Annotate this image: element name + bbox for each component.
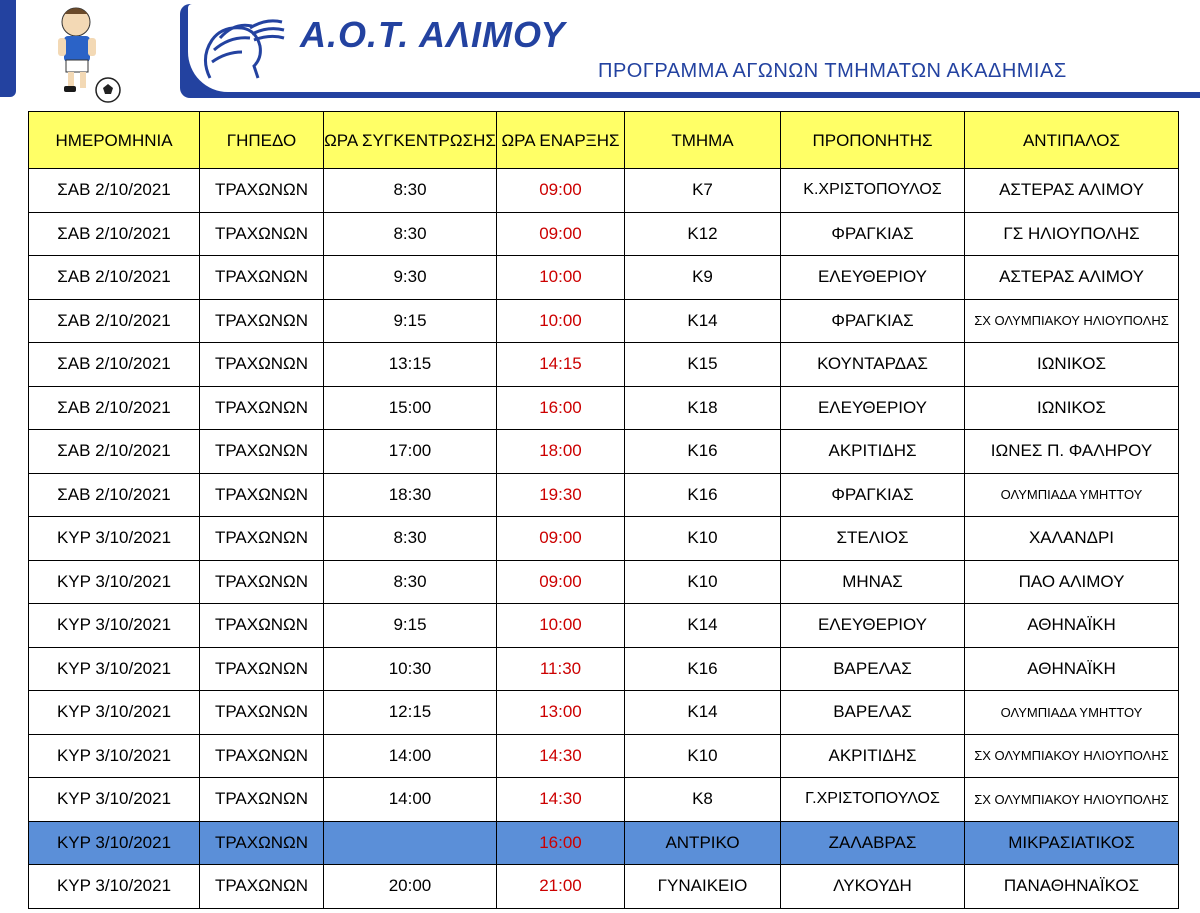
gathering-time-cell: 17:00	[324, 430, 497, 474]
table-row	[29, 517, 1179, 561]
gathering-time-cell: 9:30	[324, 256, 497, 300]
column-header-opponent: ΑΝΤΙΠΑΛΟΣ	[965, 112, 1179, 169]
team-cell: Κ12	[625, 212, 781, 256]
start-time-cell: 10:00	[497, 256, 625, 300]
start-time-cell: 09:00	[497, 517, 625, 561]
coach-cell: ΖΑΛΑΒΡΑΣ	[781, 821, 965, 865]
team-cell: Κ16	[625, 473, 781, 517]
opponent-cell: ΠΑΟ ΑΛΙΜΟΥ	[965, 560, 1179, 604]
team-cell: Κ8	[625, 778, 781, 822]
coach-cell: ΦΡΑΓΚΙΑΣ	[781, 299, 965, 343]
coach-cell: ΦΡΑΓΚΙΑΣ	[781, 473, 965, 517]
venue-cell: ΤΡΑΧΩΝΩΝ	[200, 256, 324, 300]
table-row	[29, 604, 1179, 648]
mascot-player-icon	[28, 0, 138, 104]
coach-cell: Κ.ΧΡΙΣΤΟΠΟΥΛΟΣ	[781, 169, 965, 213]
team-cell: Κ16	[625, 430, 781, 474]
start-time-cell: 13:00	[497, 691, 625, 735]
table-row	[29, 778, 1179, 822]
venue-cell: ΤΡΑΧΩΝΩΝ	[200, 604, 324, 648]
gathering-time-cell: 14:00	[324, 778, 497, 822]
table-row	[29, 865, 1179, 909]
venue-cell: ΤΡΑΧΩΝΩΝ	[200, 212, 324, 256]
table-row	[29, 299, 1179, 343]
gathering-time-cell: 13:15	[324, 343, 497, 387]
coach-cell: Γ.ΧΡΙΣΤΟΠΟΥΛΟΣ	[781, 778, 965, 822]
start-time-cell: 19:30	[497, 473, 625, 517]
start-time-cell: 18:00	[497, 430, 625, 474]
date-cell: ΣΑΒ 2/10/2021	[29, 473, 200, 517]
opponent-cell: ΧΑΛΑΝΔΡΙ	[965, 517, 1179, 561]
opponent-cell: ΙΩΝΙΚΟΣ	[965, 386, 1179, 430]
gathering-time-cell: 20:00	[324, 865, 497, 909]
venue-cell: ΤΡΑΧΩΝΩΝ	[200, 517, 324, 561]
gathering-time-cell: 15:00	[324, 386, 497, 430]
hermes-head-logo-icon	[190, 8, 290, 96]
table-header-row	[29, 112, 1179, 169]
opponent-cell: ΣΧ ΟΛΥΜΠΙΑΚΟΥ ΗΛΙΟΥΠΟΛΗΣ	[965, 734, 1179, 778]
team-cell: Κ14	[625, 691, 781, 735]
gathering-time-cell: 8:30	[324, 212, 497, 256]
start-time-cell: 09:00	[497, 560, 625, 604]
opponent-cell: ΑΘΗΝΑΪΚΗ	[965, 647, 1179, 691]
date-cell: ΚΥΡ 3/10/2021	[29, 647, 200, 691]
coach-cell: ΛΥΚΟΥΔΗ	[781, 865, 965, 909]
venue-cell: ΤΡΑΧΩΝΩΝ	[200, 430, 324, 474]
start-time-cell: 14:30	[497, 734, 625, 778]
start-time-cell: 10:00	[497, 604, 625, 648]
venue-cell: ΤΡΑΧΩΝΩΝ	[200, 865, 324, 909]
team-cell: Κ10	[625, 517, 781, 561]
table-row	[29, 734, 1179, 778]
column-header-start-time: ΩΡΑ ΕΝΑΡΞΗΣ	[497, 112, 625, 169]
date-cell: ΚΥΡ 3/10/2021	[29, 778, 200, 822]
table-row	[29, 169, 1179, 213]
table-row	[29, 386, 1179, 430]
start-time-cell: 21:00	[497, 865, 625, 909]
table-row	[29, 430, 1179, 474]
gathering-time-cell: 18:30	[324, 473, 497, 517]
table-row	[29, 212, 1179, 256]
opponent-cell: ΣΧ ΟΛΥΜΠΙΑΚΟΥ ΗΛΙΟΥΠΟΛΗΣ	[965, 299, 1179, 343]
coach-cell: ΕΛΕΥΘΕΡΙΟΥ	[781, 386, 965, 430]
team-cell: Κ10	[625, 560, 781, 604]
team-cell: ΑΝΤΡΙΚΟ	[625, 821, 781, 865]
opponent-cell: ΙΩΝΕΣ Π. ΦΑΛΗΡΟΥ	[965, 430, 1179, 474]
opponent-cell: ΟΛΥΜΠΙΑΔΑ ΥΜΗΤΤΟΥ	[965, 691, 1179, 735]
table-row	[29, 560, 1179, 604]
coach-cell: ΜΗΝΑΣ	[781, 560, 965, 604]
start-time-cell: 16:00	[497, 386, 625, 430]
gathering-time-cell: 8:30	[324, 517, 497, 561]
opponent-cell: ΓΣ ΗΛΙΟΥΠΟΛΗΣ	[965, 212, 1179, 256]
opponent-cell: ΑΣΤΕΡΑΣ ΑΛΙΜΟΥ	[965, 169, 1179, 213]
team-cell: Κ16	[625, 647, 781, 691]
coach-cell: ΦΡΑΓΚΙΑΣ	[781, 212, 965, 256]
opponent-cell: ΜΙΚΡΑΣΙΑΤΙΚΟΣ	[965, 821, 1179, 865]
team-cell: Κ7	[625, 169, 781, 213]
date-cell: ΣΑΒ 2/10/2021	[29, 299, 200, 343]
start-time-cell: 09:00	[497, 212, 625, 256]
gathering-time-cell: 10:30	[324, 647, 497, 691]
column-header-gathering-time: ΩΡΑ ΣΥΓΚΕΝΤΡΩΣΗΣ	[324, 112, 497, 169]
opponent-cell: ΣΧ ΟΛΥΜΠΙΑΚΟΥ ΗΛΙΟΥΠΟΛΗΣ	[965, 778, 1179, 822]
opponent-cell: ΑΘΗΝΑΪΚΗ	[965, 604, 1179, 648]
venue-cell: ΤΡΑΧΩΝΩΝ	[200, 169, 324, 213]
venue-cell: ΤΡΑΧΩΝΩΝ	[200, 473, 324, 517]
date-cell: ΣΑΒ 2/10/2021	[29, 169, 200, 213]
date-cell: ΚΥΡ 3/10/2021	[29, 865, 200, 909]
table-row	[29, 691, 1179, 735]
coach-cell: ΒΑΡΕΛΑΣ	[781, 691, 965, 735]
opponent-cell: ΟΛΥΜΠΙΑΔΑ ΥΜΗΤΤΟΥ	[965, 473, 1179, 517]
opponent-cell: ΙΩΝΙΚΟΣ	[965, 343, 1179, 387]
venue-cell: ΤΡΑΧΩΝΩΝ	[200, 821, 324, 865]
date-cell: ΚΥΡ 3/10/2021	[29, 821, 200, 865]
date-cell: ΣΑΒ 2/10/2021	[29, 386, 200, 430]
coach-cell: ΣΤΕΛΙΟΣ	[781, 517, 965, 561]
date-cell: ΣΑΒ 2/10/2021	[29, 430, 200, 474]
table-row	[29, 256, 1179, 300]
venue-cell: ΤΡΑΧΩΝΩΝ	[200, 343, 324, 387]
date-cell: ΚΥΡ 3/10/2021	[29, 734, 200, 778]
team-cell: Κ18	[625, 386, 781, 430]
coach-cell: ΒΑΡΕΛΑΣ	[781, 647, 965, 691]
start-time-cell: 14:30	[497, 778, 625, 822]
date-cell: ΣΑΒ 2/10/2021	[29, 256, 200, 300]
gathering-time-cell	[324, 821, 497, 865]
table-row	[29, 647, 1179, 691]
start-time-cell: 10:00	[497, 299, 625, 343]
gathering-time-cell: 9:15	[324, 299, 497, 343]
team-cell: Κ10	[625, 734, 781, 778]
column-header-team: ΤΜΗΜΑ	[625, 112, 781, 169]
start-time-cell: 14:15	[497, 343, 625, 387]
gathering-time-cell: 8:30	[324, 169, 497, 213]
table-row	[29, 343, 1179, 387]
column-header-coach: ΠΡΟΠΟΝΗΤΗΣ	[781, 112, 965, 169]
date-cell: ΚΥΡ 3/10/2021	[29, 517, 200, 561]
table-row	[29, 821, 1179, 865]
date-cell: ΣΑΒ 2/10/2021	[29, 343, 200, 387]
coach-cell: ΚΟΥΝΤΑΡΔΑΣ	[781, 343, 965, 387]
gathering-time-cell: 9:15	[324, 604, 497, 648]
date-cell: ΚΥΡ 3/10/2021	[29, 604, 200, 648]
gathering-time-cell: 14:00	[324, 734, 497, 778]
date-cell: ΣΑΒ 2/10/2021	[29, 212, 200, 256]
coach-cell: ΕΛΕΥΘΕΡΙΟΥ	[781, 604, 965, 648]
venue-cell: ΤΡΑΧΩΝΩΝ	[200, 560, 324, 604]
table-row	[29, 473, 1179, 517]
schedule-table	[28, 111, 1179, 909]
start-time-cell: 09:00	[497, 169, 625, 213]
gathering-time-cell: 12:15	[324, 691, 497, 735]
coach-cell: ΕΛΕΥΘΕΡΙΟΥ	[781, 256, 965, 300]
team-cell: Κ15	[625, 343, 781, 387]
venue-cell: ΤΡΑΧΩΝΩΝ	[200, 734, 324, 778]
coach-cell: ΑΚΡΙΤΙΔΗΣ	[781, 734, 965, 778]
start-time-cell: 16:00	[497, 821, 625, 865]
left-decor-strip	[0, 0, 16, 97]
venue-cell: ΤΡΑΧΩΝΩΝ	[200, 691, 324, 735]
opponent-cell: ΑΣΤΕΡΑΣ ΑΛΙΜΟΥ	[965, 256, 1179, 300]
coach-cell: ΑΚΡΙΤΙΔΗΣ	[781, 430, 965, 474]
venue-cell: ΤΡΑΧΩΝΩΝ	[200, 299, 324, 343]
column-header-venue: ΓΗΠΕΔΟ	[200, 112, 324, 169]
date-cell: ΚΥΡ 3/10/2021	[29, 691, 200, 735]
club-name: Α.Ο.Τ. ΑΛΙΜΟΥ	[300, 14, 566, 55]
column-header-date: ΗΜΕΡΟΜΗΝΙΑ	[29, 112, 200, 169]
venue-cell: ΤΡΑΧΩΝΩΝ	[200, 778, 324, 822]
venue-cell: ΤΡΑΧΩΝΩΝ	[200, 386, 324, 430]
team-cell: Κ14	[625, 604, 781, 648]
team-cell: ΓΥΝΑΙΚΕΙΟ	[625, 865, 781, 909]
page-subtitle: ΠΡΟΓΡΑΜΜΑ ΑΓΩΝΩΝ ΤΜΗΜΑΤΩΝ ΑΚΑΔΗΜΙΑΣ	[598, 60, 1067, 82]
venue-cell: ΤΡΑΧΩΝΩΝ	[200, 647, 324, 691]
opponent-cell: ΠΑΝΑΘΗΝΑΪΚΟΣ	[965, 865, 1179, 909]
team-cell: Κ14	[625, 299, 781, 343]
start-time-cell: 11:30	[497, 647, 625, 691]
gathering-time-cell: 8:30	[324, 560, 497, 604]
date-cell: ΚΥΡ 3/10/2021	[29, 560, 200, 604]
team-cell: Κ9	[625, 256, 781, 300]
